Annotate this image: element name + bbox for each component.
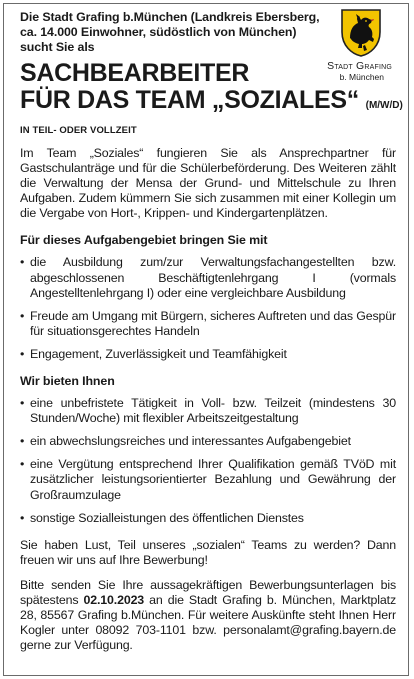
- gender-note: (M/W/D): [365, 100, 403, 111]
- requirements-heading: Für dieses Aufgabengebiet bringen Sie mit: [20, 233, 268, 248]
- list-item: • sonstige Sozialleistungen des öffentlichen Dienstes: [20, 511, 396, 526]
- application-text-start: Bitte senden Sie Ihre aussagekräftigen Bewerbungsunterlagen bis spätestens: [20, 577, 396, 607]
- job-description: Im Team „Soziales“ fungieren Sie als Ansprechpartner für Gastschulanträge und für die Schülerbeförderung. Des Weiteren zählt die Verwaltung der Mensa der Grund- und Mittelschule zu Ihren Aufgaben. Zudem kümmern Sie sich zusammen mit einer Kollegin um die Vergabe von Hort-, Krippen- und Kindergartenplätzen.: [20, 146, 396, 221]
- intro-line: ca. 14.000 Einwohner, südöstlich von München): [20, 25, 297, 39]
- list-item: • die Ausbildung zum/zur Verwaltungsfachangestellten bzw. abgeschlossenen Beschäftigtenlehrgang I (vormals Angestelltenlehrgang I) oder eine vergleichbare Ausbildung: [20, 255, 396, 300]
- offer-list: [20, 396, 396, 526]
- list-item: • Freude am Umgang mit Bürgern, sicheres Auftreten und das Gespür für situationsgerechtes Handeln: [20, 309, 396, 339]
- employment-type: IN TEIL- ODER VOLLZEIT: [20, 125, 137, 136]
- list-item: • Engagement, Zuverlässigkeit und Teamfähigkeit: [20, 347, 396, 362]
- list-item: • eine unbefristete Tätigkeit in Voll- bzw. Teilzeit (mindestens 30 Stunden/Woche) mit flexibler Arbeitszeitgestaltung: [20, 396, 396, 426]
- call-to-action: Sie haben Lust, Teil unseres „sozialen“ Teams zu werden? Dann freuen wir uns auf Ihre Bewerbung!: [20, 537, 396, 567]
- list-item: • eine Vergütung entsprechend Ihrer Qualifikation gemäß TVöD mit zusätzlicher leistungsorientierter Bezahlung und Gewährung der Großraumzulage: [20, 457, 396, 502]
- logo-name: Stadt Grafing: [327, 60, 392, 72]
- job-title-line2: FÜR DAS TEAM „SOZIALES“: [20, 86, 359, 114]
- list-item: • ein abwechslungsreiches und interessantes Aufgabengebiet: [20, 434, 396, 449]
- intro-line: sucht Sie als: [20, 40, 95, 54]
- application-info: [20, 578, 396, 653]
- logo-subtitle: b. München: [339, 72, 384, 82]
- application-text-end: an die Stadt Grafing b. München, Marktplatz 28, 85567 Grafing b.München. Für weitere Auskünfte steht Ihnen Herr Kogler unter 08092 703-1101 bzw. personalamt@grafing.bayern.de gerne zur Verfügung.: [20, 592, 396, 653]
- offer-heading: Wir bieten Ihnen: [20, 374, 115, 389]
- job-title-line1: SACHBEARBEITER: [20, 59, 250, 87]
- intro-line: Die Stadt Grafing b.München (Landkreis Ebersberg,: [20, 10, 320, 24]
- ad-content: [20, 10, 403, 653]
- intro: [20, 10, 396, 55]
- job-title-line2-wrap: [20, 86, 403, 119]
- job-title: [20, 59, 403, 119]
- requirements-list: [20, 255, 396, 362]
- job-ad: [3, 3, 409, 676]
- application-deadline: 02.10.2023: [83, 592, 145, 607]
